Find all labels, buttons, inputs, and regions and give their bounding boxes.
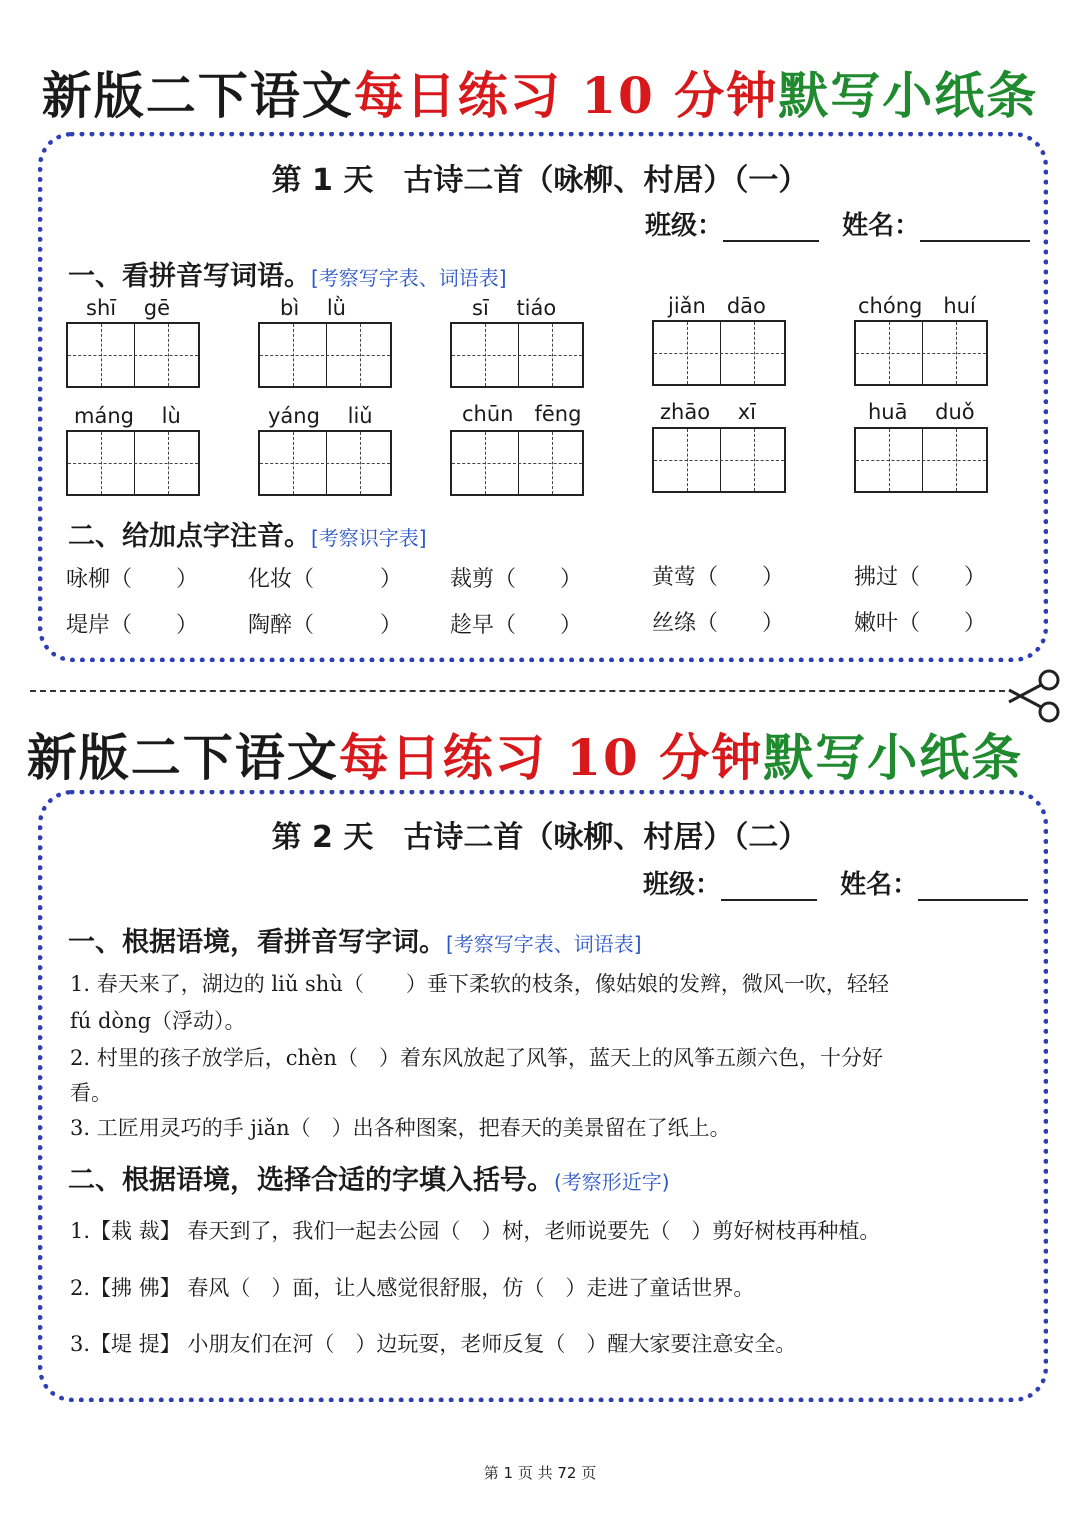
day2-title: 第 2 天 古诗二首（咏柳、村居）（二） <box>271 820 809 855</box>
name-blank[interactable] <box>918 871 1028 901</box>
banner-part-green: 默写小纸条 <box>763 728 1024 787</box>
annotate-word: 堤岸（ ） <box>66 613 199 638</box>
annotate-word: 嫩叶（ ） <box>854 611 987 636</box>
writing-grid[interactable] <box>854 320 988 386</box>
pinyin-label: bì lǜ <box>280 296 346 320</box>
name-blank[interactable] <box>920 212 1030 242</box>
pinyin-label: máng lù <box>74 404 181 428</box>
day1-section2-title <box>68 514 427 553</box>
class-blank[interactable] <box>723 212 819 242</box>
choice-question: 2.【拂 佛】 春风（ ）面，让人感觉很舒服，仿（ ）走进了童话世界。 <box>70 1276 755 1300</box>
banner-part-red: 每日练习 10 分钟 <box>338 728 764 787</box>
pinyin-label: yáng liǔ <box>268 404 373 428</box>
annotate-word: 陶醉（ ） <box>248 613 403 638</box>
question-line: 3. 工匠用灵巧的手 jiǎn（ ）出各种图案，把春天的美景留在了纸上。 <box>70 1116 731 1140</box>
question-line: fú dòng（浮动）。 <box>70 1009 246 1033</box>
class-blank[interactable] <box>721 871 817 901</box>
section-title-text: 一、根据语境，看拼音写字词。 <box>68 927 446 958</box>
writing-grid[interactable] <box>450 322 584 388</box>
writing-grid[interactable] <box>258 322 392 388</box>
section-title-text: 二、给加点字注音。 <box>68 521 311 552</box>
pinyin-label: chóng huí <box>858 294 976 318</box>
writing-grid[interactable] <box>66 430 200 496</box>
banner-part-black: 新版二下语文 <box>41 66 354 125</box>
banner-part-black: 新版二下语文 <box>26 728 339 787</box>
writing-grid[interactable] <box>652 320 786 386</box>
name-label: 姓名： <box>840 870 919 900</box>
writing-grid[interactable] <box>66 322 200 388</box>
section-tag: (考察形近字) <box>554 1170 670 1194</box>
banner-part-red: 每日练习 10 分钟 <box>353 66 779 125</box>
pinyin-label: zhāo xī <box>660 400 756 424</box>
choice-question: 1.【栽 裁】 春天到了，我们一起去公园（ ）树，老师说要先（ ）剪好树枝再种植。 <box>70 1219 881 1243</box>
pinyin-label: jiǎn dāo <box>668 294 766 318</box>
pinyin-label: sī tiáo <box>472 296 557 320</box>
cut-line <box>30 690 1005 692</box>
question-line: 看。 <box>70 1081 112 1105</box>
scissors-icon <box>1005 668 1067 724</box>
annotate-word: 丝绦（ ） <box>652 611 785 636</box>
section-tag: [考察写字表、词语表] <box>446 932 642 956</box>
annotate-word: 化妆（ ） <box>248 567 403 592</box>
day1-class-name-line <box>645 205 1030 242</box>
writing-grid[interactable] <box>854 427 988 493</box>
pinyin-label: chūn fēng <box>462 402 582 426</box>
annotate-word: 咏柳（ ） <box>66 567 199 592</box>
day2-section2-title <box>68 1158 670 1197</box>
writing-grid[interactable] <box>450 430 584 496</box>
annotate-word: 黄莺（ ） <box>652 565 785 590</box>
writing-grid[interactable] <box>258 430 392 496</box>
class-label: 班级： <box>643 870 722 900</box>
question-line: 2. 村里的孩子放学后，chèn（ ）着东风放起了风筝，蓝天上的风筝五颜六色，十分好 <box>70 1046 883 1070</box>
writing-grid[interactable] <box>652 427 786 493</box>
name-label: 姓名： <box>842 211 921 241</box>
pinyin-label: huā duǒ <box>868 400 975 424</box>
question-line: 1. 春天来了，湖边的 liǔ shù（ ）垂下柔软的枝条，像姑娘的发辫，微风一吹，轻轻 <box>70 972 889 996</box>
section-title-text: 一、看拼音写词语。 <box>68 261 311 292</box>
section-tag: [考察识字表] <box>311 526 427 550</box>
banner-part-green: 默写小纸条 <box>778 66 1039 125</box>
annotate-word: 趁早（ ） <box>450 613 583 638</box>
day2-section1-title <box>68 920 642 959</box>
section-tag: [考察写字表、词语表] <box>311 266 507 290</box>
day2-class-name-line <box>643 864 1028 901</box>
page-footer: 第 1 页 共 72 页 <box>483 1464 597 1482</box>
section-title-text: 二、根据语境，选择合适的字填入括号。 <box>68 1165 554 1196</box>
day1-section1-title <box>68 254 507 293</box>
annotate-word: 裁剪（ ） <box>450 567 583 592</box>
banner-title-1 <box>0 56 1080 128</box>
choice-question: 3.【堤 提】 小朋友们在河（ ）边玩耍，老师反复（ ）醒大家要注意安全。 <box>70 1332 797 1356</box>
annotate-word: 拂过（ ） <box>854 565 987 590</box>
class-label: 班级： <box>645 211 724 241</box>
day1-title: 第 1 天 古诗二首（咏柳、村居）（一） <box>271 163 809 198</box>
pinyin-label: shī gē <box>86 296 171 320</box>
banner-title-2 <box>0 718 1065 790</box>
